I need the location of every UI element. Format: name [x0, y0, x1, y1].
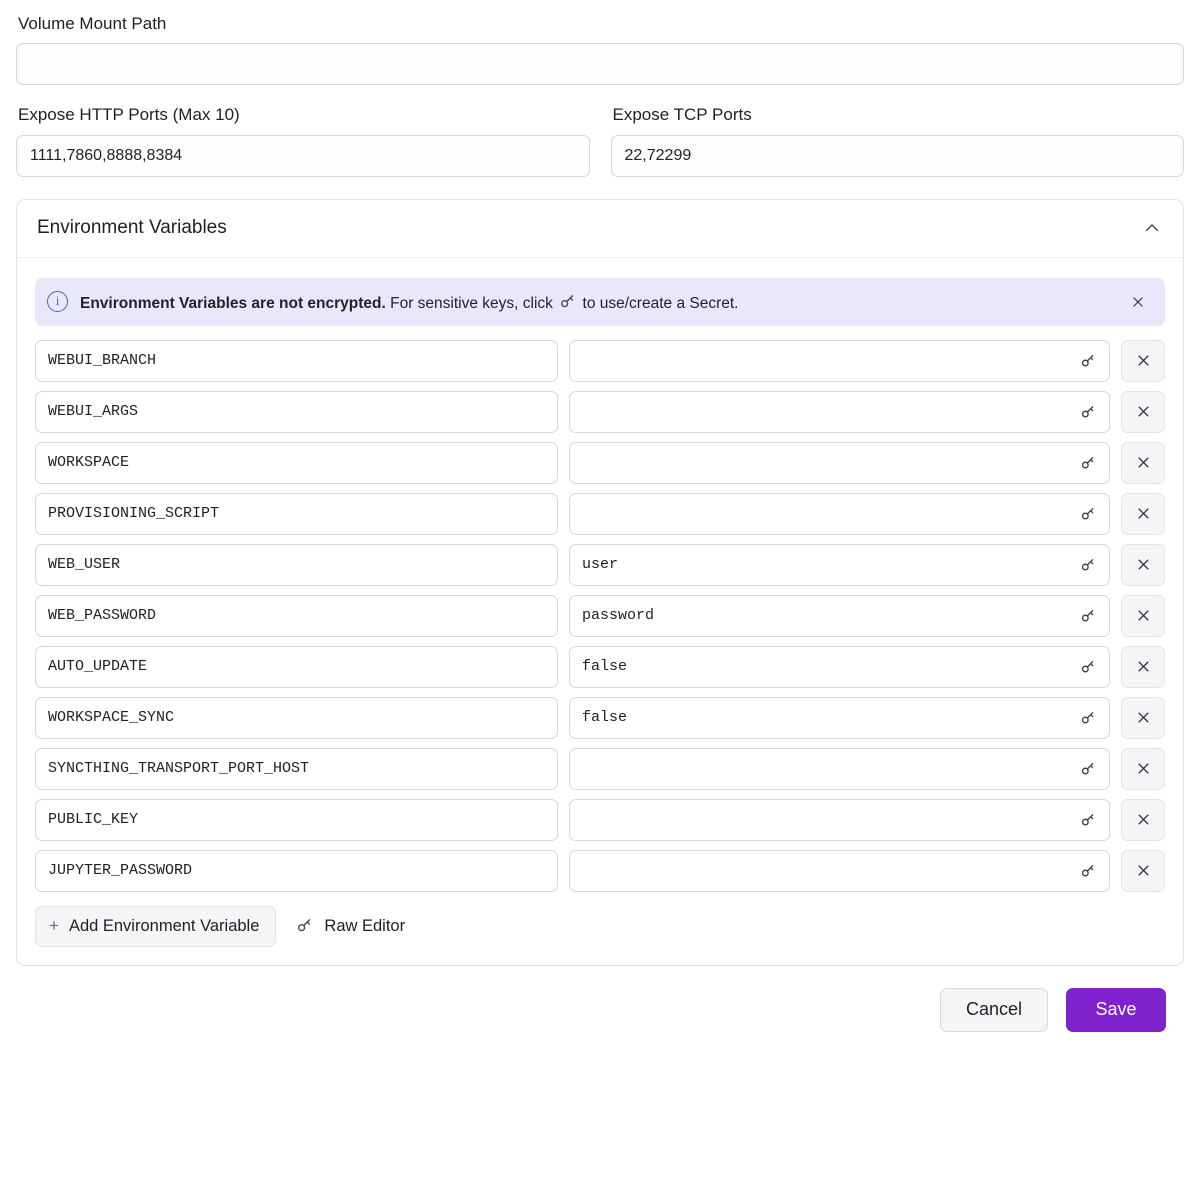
ports-row	[16, 105, 1184, 176]
environment-variable-key-input[interactable]	[35, 391, 558, 433]
environment-variable-key-input[interactable]	[35, 697, 558, 739]
remove-environment-variable-button[interactable]	[1121, 646, 1165, 688]
environment-variable-list	[35, 340, 1165, 892]
remove-environment-variable-button[interactable]	[1121, 748, 1165, 790]
key-icon[interactable]	[1074, 398, 1102, 426]
environment-variable-value-wrap	[569, 340, 1110, 382]
remove-environment-variable-button[interactable]	[1121, 493, 1165, 535]
volume-mount-field-group	[16, 14, 1184, 85]
key-icon[interactable]	[1074, 755, 1102, 783]
environment-variable-row	[35, 391, 1165, 433]
key-icon[interactable]	[1074, 704, 1102, 732]
remove-environment-variable-button[interactable]	[1121, 442, 1165, 484]
tcp-ports-input[interactable]	[611, 135, 1185, 177]
environment-variable-row	[35, 799, 1165, 841]
remove-environment-variable-button[interactable]	[1121, 850, 1165, 892]
remove-environment-variable-button[interactable]	[1121, 799, 1165, 841]
environment-variable-key-input[interactable]	[35, 799, 558, 841]
environment-variables-title: Environment Variables	[37, 217, 227, 239]
environment-variable-value-wrap	[569, 595, 1110, 637]
environment-variable-row	[35, 850, 1165, 892]
environment-variable-value-input[interactable]	[569, 850, 1110, 892]
environment-variable-key-input[interactable]	[35, 544, 558, 586]
http-ports-field-group	[16, 105, 590, 176]
environment-variable-row	[35, 595, 1165, 637]
encryption-notice-mid: For sensitive keys, click	[390, 294, 553, 312]
tcp-ports-field-group	[611, 105, 1185, 176]
remove-environment-variable-button[interactable]	[1121, 340, 1165, 382]
save-button[interactable]: Save	[1066, 988, 1166, 1032]
key-icon[interactable]	[1074, 857, 1102, 885]
http-ports-input[interactable]	[16, 135, 590, 177]
raw-editor-label: Raw Editor	[324, 916, 406, 935]
environment-variable-value-wrap	[569, 544, 1110, 586]
environment-variable-value-input[interactable]	[569, 646, 1110, 688]
environment-variable-value-wrap	[569, 391, 1110, 433]
environment-variable-value-input[interactable]	[569, 391, 1110, 433]
form-footer	[16, 966, 1184, 1050]
environment-variables-panel	[16, 199, 1184, 966]
environment-variable-row	[35, 697, 1165, 739]
environment-variable-actions	[35, 906, 1165, 947]
environment-variable-value-wrap	[569, 442, 1110, 484]
info-icon: i	[47, 291, 68, 312]
environment-variable-value-wrap	[569, 697, 1110, 739]
key-icon[interactable]	[1074, 602, 1102, 630]
key-icon	[296, 917, 313, 939]
environment-variable-value-input[interactable]	[569, 748, 1110, 790]
environment-variable-row	[35, 544, 1165, 586]
environment-variable-value-wrap	[569, 799, 1110, 841]
key-icon[interactable]	[1074, 500, 1102, 528]
key-icon[interactable]	[1074, 653, 1102, 681]
environment-variables-body	[17, 258, 1183, 965]
environment-variable-row	[35, 340, 1165, 382]
environment-variable-key-input[interactable]	[35, 340, 558, 382]
environment-variable-value-input[interactable]	[569, 697, 1110, 739]
environment-variable-value-wrap	[569, 646, 1110, 688]
key-icon[interactable]	[1074, 347, 1102, 375]
environment-variable-row	[35, 442, 1165, 484]
environment-variable-value-input[interactable]	[569, 340, 1110, 382]
cancel-button[interactable]: Cancel	[940, 988, 1048, 1032]
environment-variable-key-input[interactable]	[35, 850, 558, 892]
add-environment-variable-button[interactable]	[35, 906, 276, 947]
encryption-notice-text	[80, 291, 1113, 313]
environment-variable-value-input[interactable]	[569, 493, 1110, 535]
environment-variable-key-input[interactable]	[35, 646, 558, 688]
volume-mount-input[interactable]	[16, 43, 1184, 85]
key-icon	[559, 293, 576, 315]
remove-environment-variable-button[interactable]	[1121, 595, 1165, 637]
encryption-notice-tail: to use/create a Secret.	[582, 294, 739, 312]
environment-variable-key-input[interactable]	[35, 493, 558, 535]
environment-variables-header[interactable]	[17, 200, 1183, 258]
environment-variable-key-input[interactable]	[35, 748, 558, 790]
environment-variable-value-wrap	[569, 748, 1110, 790]
environment-variable-value-input[interactable]	[569, 595, 1110, 637]
environment-variable-row	[35, 748, 1165, 790]
encryption-notice	[35, 278, 1165, 326]
http-ports-label: Expose HTTP Ports (Max 10)	[18, 105, 240, 125]
environment-variable-key-input[interactable]	[35, 442, 558, 484]
remove-environment-variable-button[interactable]	[1121, 697, 1165, 739]
environment-variable-value-input[interactable]	[569, 544, 1110, 586]
close-icon[interactable]	[1125, 289, 1151, 315]
environment-variable-value-wrap	[569, 493, 1110, 535]
environment-variable-row	[35, 493, 1165, 535]
volume-mount-label: Volume Mount Path	[18, 14, 167, 33]
environment-variable-row	[35, 646, 1165, 688]
raw-editor-button[interactable]	[294, 915, 405, 937]
encryption-notice-bold: Environment Variables are not encrypted.	[80, 294, 386, 312]
environment-variable-value-input[interactable]	[569, 442, 1110, 484]
key-icon[interactable]	[1074, 449, 1102, 477]
add-environment-variable-label: Add Environment Variable	[68, 916, 260, 935]
plus-icon: +	[49, 916, 59, 936]
key-icon[interactable]	[1074, 806, 1102, 834]
environment-variable-key-input[interactable]	[35, 595, 558, 637]
chevron-up-icon[interactable]	[1143, 219, 1161, 237]
tcp-ports-label: Expose TCP Ports	[612, 105, 752, 125]
environment-variable-value-wrap	[569, 850, 1110, 892]
remove-environment-variable-button[interactable]	[1121, 391, 1165, 433]
environment-variable-value-input[interactable]	[569, 799, 1110, 841]
key-icon[interactable]	[1074, 551, 1102, 579]
remove-environment-variable-button[interactable]	[1121, 544, 1165, 586]
